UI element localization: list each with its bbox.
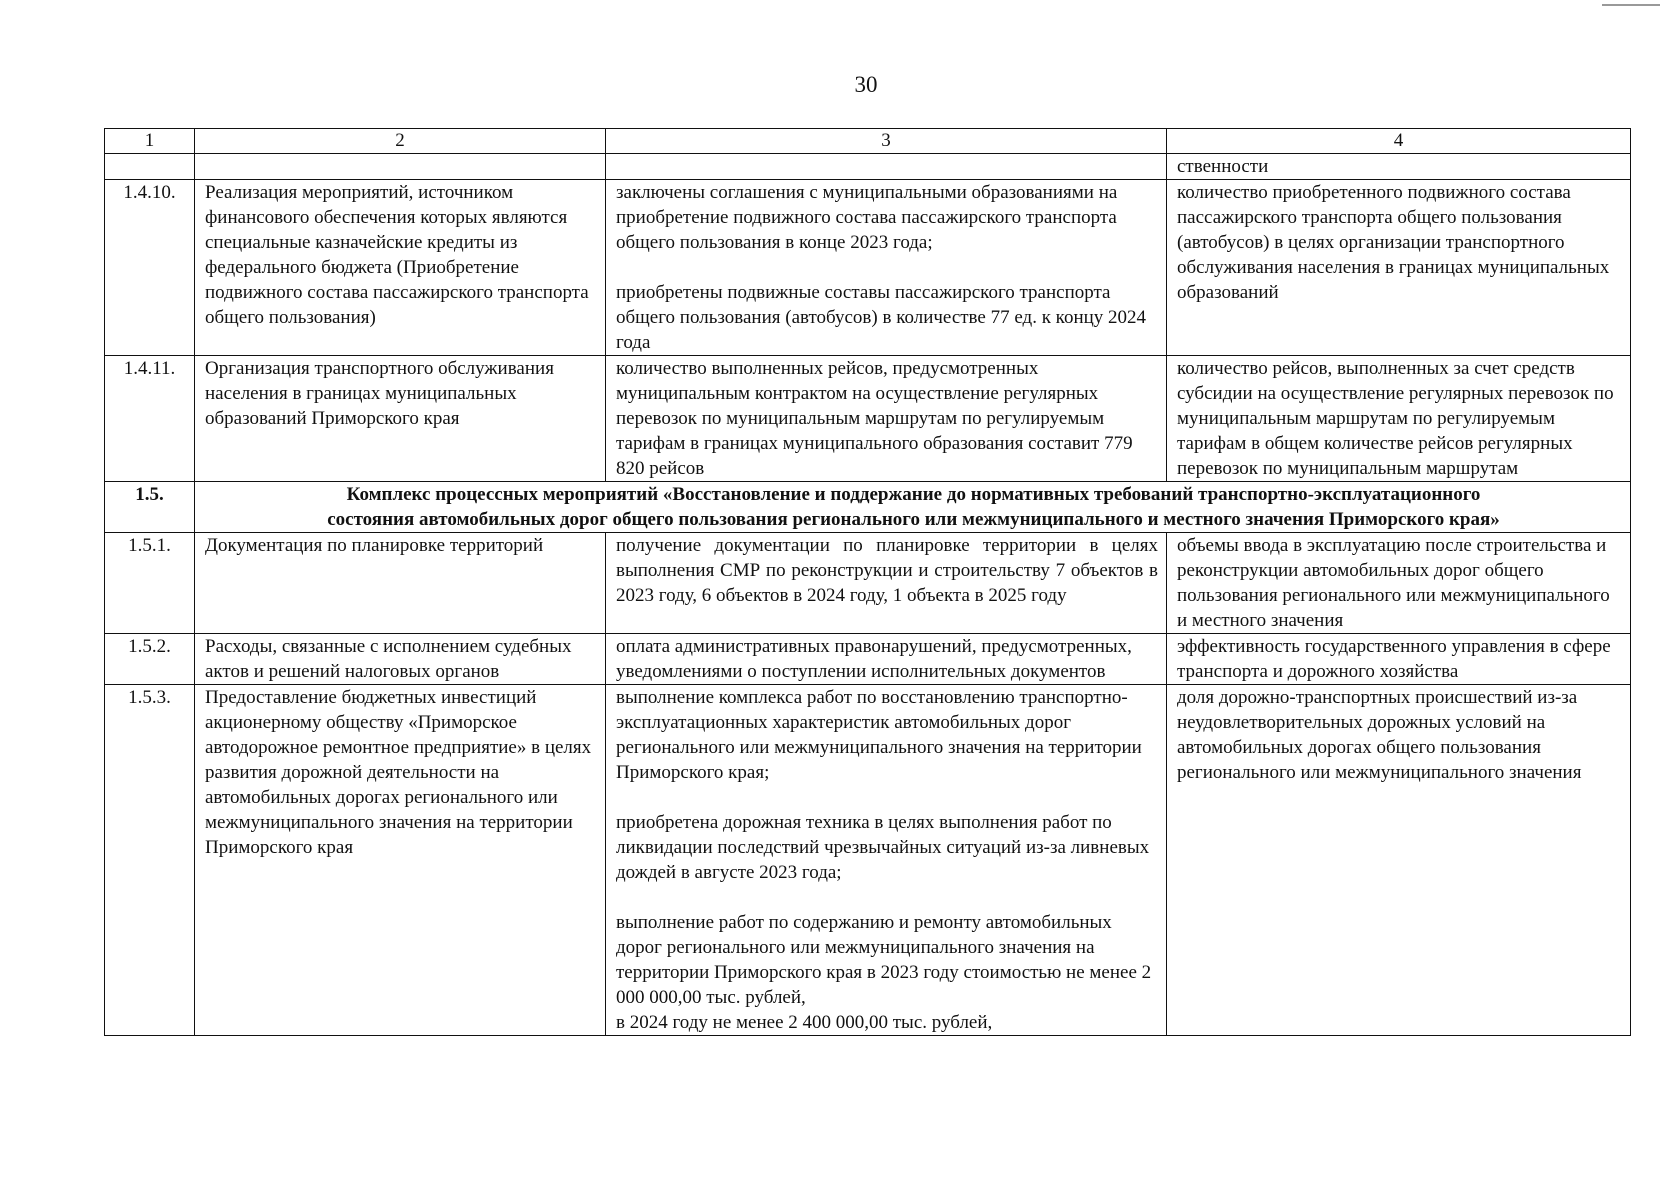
measure-name: Расходы, связанные с исполнением судебных актов и решений налоговых органов — [195, 634, 606, 685]
row-number: 1.5.2. — [105, 634, 195, 685]
row-number: 1.4.11. — [105, 356, 195, 482]
result-paragraph: приобретены подвижные составы пассажирского транспорта общего пользования (автобусов) в количестве 77 ед. к концу 2024 года — [616, 282, 1147, 353]
result-paragraph: в 2024 году не менее 2 400 000,00 тыс. рублей, — [616, 1012, 993, 1033]
table-row — [105, 685, 1631, 1036]
section-number: 1.5. — [105, 482, 195, 533]
result-paragraph: заключены соглашения с муниципальными образованиями на приобретение подвижного состава пассажирского транспорта общего пользования в конце 2023 года; — [616, 182, 1118, 253]
name-cell — [195, 154, 606, 180]
table-header-row — [105, 129, 1631, 154]
header-cell: 1 — [105, 129, 195, 154]
measure-result — [606, 180, 1167, 356]
section-title — [195, 482, 1631, 533]
result-paragraph: приобретена дорожная техника в целях выполнения работ по ликвидации последствий чрезвычайных ситуаций из-за ливневых дождей в августе 2023 года; — [616, 812, 1150, 883]
measure-indicator: доля дорожно-транспортных происшествий из-за неудовлетворительных дорожных условий на автомобильных дорогах общего пользования регионального или межмуниципального значения — [1167, 685, 1631, 1036]
measure-name: Предоставление бюджетных инвестиций акционерному обществу «Приморское автодорожное ремонтное предприятие» в целях развития дорожной деятельности на автомобильных дорогах регионального или межмуниципального значения на территории Приморского края — [195, 685, 606, 1036]
result-paragraph: выполнение комплекса работ по восстановлению транспортно-эксплуатационных характеристик автомобильных дорог регионального или межмуниципального значения на территории Приморского края; — [616, 687, 1142, 783]
measure-result — [606, 533, 1167, 634]
row-number: 1.5.1. — [105, 533, 195, 634]
result-paragraph: выполнение работ по содержанию и ремонту автомобильных дорог регионального или межмуниципального значения на территории Приморского края в 2023 году стоимостью не менее 2 000 000,00 тыс. рублей, — [616, 912, 1152, 1008]
measure-name: Организация транспортного обслуживания населения в границах муниципальных образований Приморского края — [195, 356, 606, 482]
section-title-line: состояния автомобильных дорог общего пользования регионального или межмуниципального и местного значения Приморского края» — [327, 509, 1500, 530]
measure-result — [606, 634, 1167, 685]
page-number: 30 — [854, 72, 878, 97]
measure-result — [606, 685, 1167, 1036]
table-row — [105, 180, 1631, 356]
num-cell — [105, 154, 195, 180]
result-paragraph: оплата административных правонарушений, предусмотренных, уведомлениями о поступлении исполнительных документов — [616, 636, 1132, 682]
section-title-line: Комплекс процессных мероприятий «Восстановление и поддержание до нормативных требований транспортно-эксплуатационного — [346, 484, 1481, 505]
result-cell — [606, 154, 1167, 180]
measures-table — [104, 128, 1631, 1036]
result-paragraph: получение документации по планировке территории в целях выполнения СМР по реконструкции и строительству 7 объектов в 2023 году, 6 объектов в 2024 году, 1 объекта в 2025 году — [616, 535, 1158, 606]
table-row — [105, 533, 1631, 634]
measure-indicator: количество приобретенного подвижного состава пассажирского транспорта общего пользования (автобусов) в целях организации транспортного обслуживания населения в границах муниципальных образований — [1167, 180, 1631, 356]
corner-mark — [1602, 4, 1660, 6]
row-number: 1.5.3. — [105, 685, 195, 1036]
indicator-cell: ственности — [1167, 154, 1631, 180]
measure-result — [606, 356, 1167, 482]
header-cell: 3 — [606, 129, 1167, 154]
measure-indicator: количество рейсов, выполненных за счет средств субсидии на осуществление регулярных перевозок по муниципальным маршрутам по регулируемым тарифам в общем количестве рейсов регулярных перевозок по муниципальным маршрутам — [1167, 356, 1631, 482]
table-row-continued — [105, 154, 1631, 180]
measure-name: Документация по планировке территорий — [195, 533, 606, 634]
table-row — [105, 356, 1631, 482]
row-number: 1.4.10. — [105, 180, 195, 356]
header-cell: 2 — [195, 129, 606, 154]
measure-indicator: эффективность государственного управления в сфере транспорта и дорожного хозяйства — [1167, 634, 1631, 685]
header-cell: 4 — [1167, 129, 1631, 154]
measure-indicator: объемы ввода в эксплуатацию после строительства и реконструкции автомобильных дорог общего пользования регионального или межмуниципального и местного значения — [1167, 533, 1631, 634]
result-paragraph: количество выполненных рейсов, предусмотренных муниципальным контрактом на осуществление регулярных перевозок по муниципальным маршрутам по регулируемым тарифам в границах муниципального образования составит 779 820 рейсов — [616, 358, 1133, 479]
section-row — [105, 482, 1631, 533]
measure-name: Реализация мероприятий, источником финансового обеспечения которых являются специальные казначейские кредиты из федерального бюджета (Приобретение подвижного состава пассажирского транспорта общего пользования) — [195, 180, 606, 356]
table-row — [105, 634, 1631, 685]
